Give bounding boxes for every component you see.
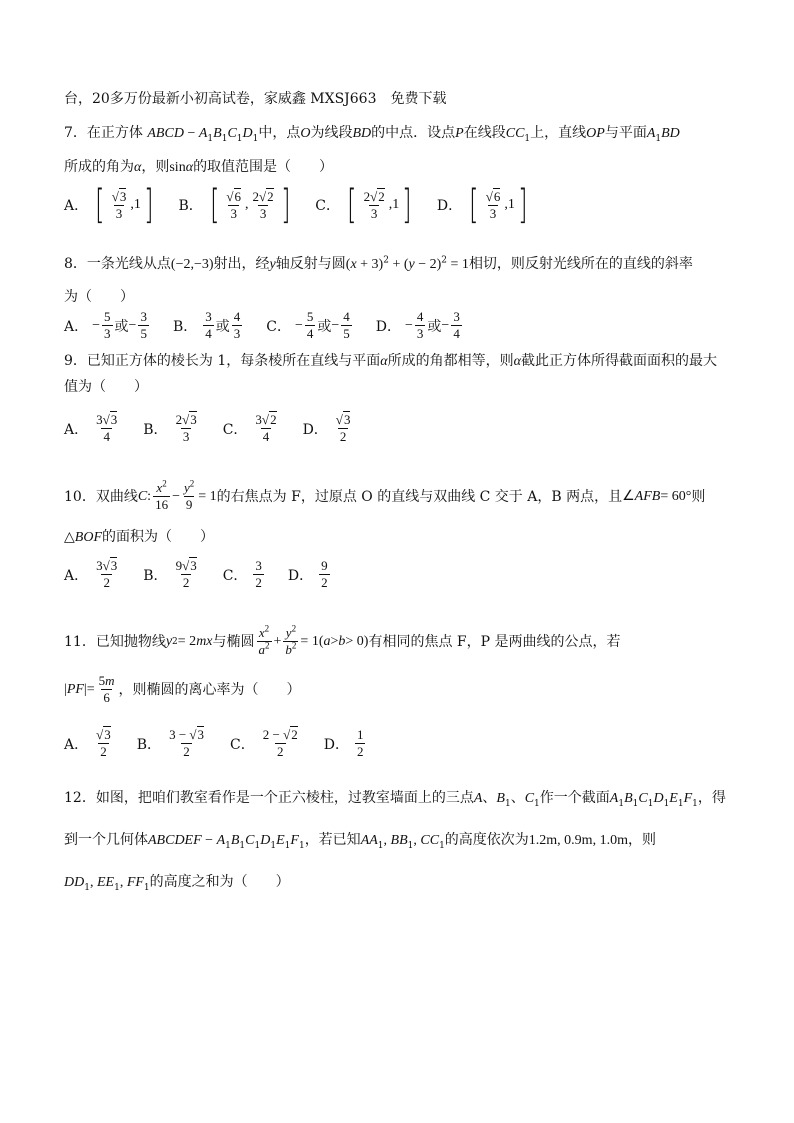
q10-option-a[interactable]: A． $\frac{3√3}{2}$ — [64, 558, 118, 590]
q9-line2: 值为（ ） — [64, 379, 148, 395]
q8-number: 8． — [64, 256, 87, 272]
q7-option-a[interactable]: A． [ $\frac{√3}{3}$ ,1 ] — [64, 182, 154, 228]
q8-options — [64, 309, 486, 342]
q11-number: 11． — [64, 633, 96, 650]
q7-option-c[interactable]: C． [ $\frac{2√2}{3}$ ,1 ] — [315, 182, 412, 228]
q9-number: 9． — [64, 353, 87, 369]
q10-number: 10． — [64, 488, 96, 505]
q9-options — [64, 412, 376, 445]
q7-line1: 7．在正方体 ABCD − $A_1B_1C_1D_1$中，点O为线段BD的中点．设点P在线段$CC_1$上，直线OP与平面$A_1BD$ — [64, 125, 680, 144]
q7-options — [64, 182, 552, 228]
q9-option-a[interactable]: A． $\frac{3√3}{4}$ — [64, 412, 118, 444]
q12-line3: $DD_1$, $EE_1$, $FF_1$的高度之和为（ ） — [64, 874, 290, 893]
q9-option-c[interactable]: C． $\frac{3√2}{4}$ — [222, 412, 277, 444]
q10-options — [64, 558, 354, 591]
q12-number: 12． — [64, 790, 96, 806]
q11-option-b[interactable]: B． $\frac{3 - √3}{2}$ — [136, 727, 205, 759]
q8-option-a[interactable]: A． − $\frac{5}{3}$ 或 − $\frac{3}{5}$ — [64, 309, 147, 341]
q8-option-c[interactable]: C． − $\frac{5}{4}$ 或 − $\frac{4}{5}$ — [266, 309, 350, 341]
q10-line1: 10． 双曲线 C : $\frac{x^2}{16}$ − $\frac{y^2}{9}$ = 1 的右焦点为 F，过原点 O 的直线与双曲线 C 交于 A，B 两点，且 ∠ AFB = 60° 则 — [64, 478, 706, 512]
q10-option-d[interactable]: D． $\frac{9}{2}$ — [287, 558, 328, 590]
q10-option-b[interactable]: B． $\frac{9√3}{2}$ — [143, 558, 197, 590]
q11-option-c[interactable]: C． $\frac{2 - √2}{2}$ — [230, 727, 298, 759]
q11-option-d[interactable]: D． $\frac{1}{2}$ — [323, 727, 364, 759]
q10-line2: △BOF的面积为（ ） — [64, 529, 214, 545]
q11-line1: 11． 已知抛物线 y 2 = 2 mx 与椭圆 $\frac{x^2}{a^2}$ + $\frac{y^2}{b^2}$ = 1( a > b > 0) 有相同的焦点 F，P 是两曲线的公点，若 — [64, 623, 621, 657]
q11-line2: | PF |= $\frac{5m}{6}$ ，则椭圆的离心率为（ ） — [64, 673, 301, 705]
q7-line2: 所成的角为α，则sinα的取值范围是（ ） — [64, 159, 334, 175]
q8-line2: 为（ ） — [64, 289, 134, 305]
q9-line1: 9．已知正方体的棱长为 1，每条棱所在直线与平面α所成的角都相等，则α截此正方体所得截面面积的最大 — [64, 353, 717, 369]
q12-line1: 12．如图，把咱们教室看作是一个正六棱柱，过教室墙面上的三点A、$B_1$、$C_1$作一个截面$A_1B_1C_1D_1E_1F_1$，得 — [64, 790, 726, 809]
q12-line2: 到一个几何体ABCDEF − $A_1B_1C_1D_1E_1F_1$，若已知$AA_1$, $BB_1$, $CC_1$的高度依次为1.2m, 0.9m, 1.0m，则 — [64, 832, 656, 851]
q8-line1: 8．一条光线从点(−2,−3)射出，经y轴反射与圆$(x + 3)^2 + (y - 2)^2 = 1$相切，则反射光线所在的直线的斜率 — [64, 255, 693, 272]
q8-option-d[interactable]: D． − $\frac{4}{3}$ 或 − $\frac{3}{4}$ — [375, 309, 460, 341]
q10-option-c[interactable]: C． $\frac{3}{2}$ — [222, 558, 262, 590]
q8-option-b[interactable]: B． $\frac{3}{4}$ 或 $\frac{4}{3}$ — [172, 309, 241, 341]
q9-option-d[interactable]: D． $\frac{√3}{2}$ — [302, 412, 351, 444]
header-banner: 台，20多万份最新小初高试卷，家威鑫 MXSJ663 免费下载 — [64, 91, 447, 107]
q7-number: 7． — [64, 125, 87, 141]
q11-option-a[interactable]: A． $\frac{√3}{2}$ — [64, 727, 111, 759]
q7-option-b[interactable]: B． [ $\frac{√6}{3}$ , $\frac{2√2}{3}$ ] — [178, 182, 291, 228]
q7-option-d[interactable]: D． [ $\frac{√6}{3}$ ,1 ] — [436, 182, 528, 228]
q11-options — [64, 727, 389, 760]
q9-option-b[interactable]: B． $\frac{2√3}{3}$ — [143, 412, 197, 444]
